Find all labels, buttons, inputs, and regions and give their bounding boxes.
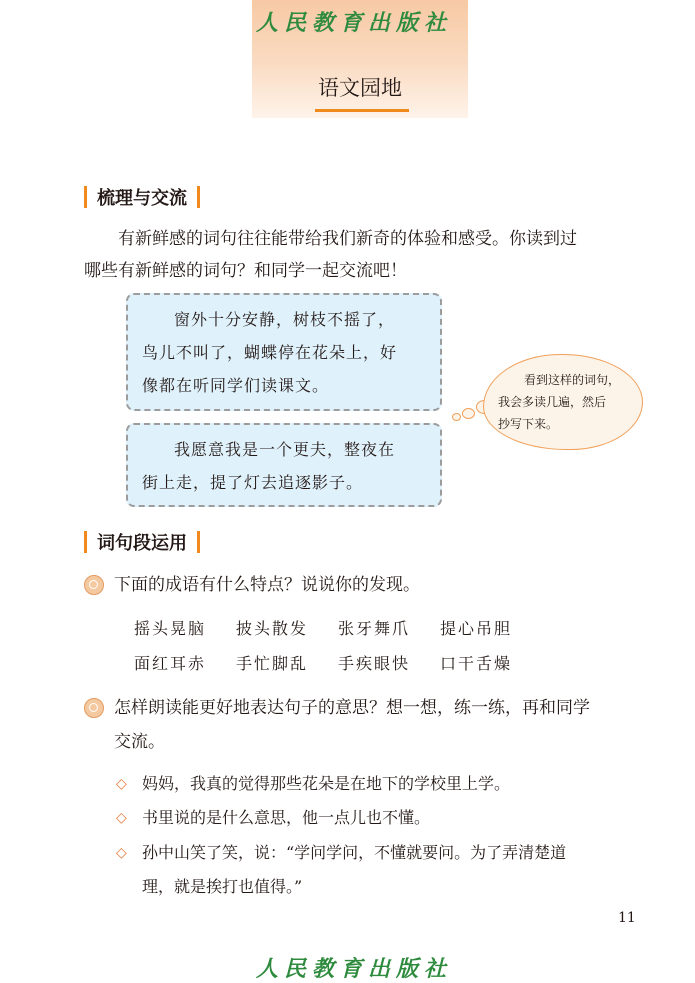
idiom: 手疾眼快: [338, 654, 411, 673]
page-title: 语文园地: [318, 76, 402, 100]
section-heading-text: 词句段运用: [97, 533, 187, 554]
quote-line: 街上走，提了灯去追逐影子。: [142, 473, 364, 492]
diamond-bullet-icon: ◇: [116, 776, 127, 792]
quote-box-1: [126, 293, 442, 411]
heading-bar-left: [84, 531, 87, 553]
question-2-line1: 怎样朗读能更好地表达句子的意思？想一想，练一练，再和同学: [114, 698, 590, 718]
idiom: 提心吊胆: [440, 619, 513, 638]
publisher-logo-top: 人民教育出版社: [256, 10, 453, 36]
quote-line: 窗外十分安静，树枝不摇了，: [174, 310, 396, 329]
title-underline: [315, 109, 409, 112]
diamond-bullet-icon: ◇: [116, 810, 127, 826]
question-marker-icon: [84, 575, 104, 595]
section-heading-text: 梳理与交流: [97, 188, 187, 209]
question-1: 下面的成语有什么特点？说说你的发现。: [114, 575, 420, 595]
quote-line: 像都在听同学们读课文。: [142, 376, 330, 395]
intro-paragraph-line1: 有新鲜感的词句往往能带给我们新奇的体验和感受。你读到过: [118, 229, 577, 249]
heading-bar-right: [197, 531, 200, 553]
idiom: 摇头晃脑: [134, 619, 207, 638]
idiom: 口干舌燥: [440, 654, 513, 673]
heading-bar-left: [84, 186, 87, 208]
question-2-line2: 交流。: [114, 732, 165, 752]
section-heading-usage: [84, 528, 200, 556]
idiom: 手忙脚乱: [236, 654, 309, 673]
quote-line: 鸟儿不叫了，蝴蝶停在花朵上，好: [142, 343, 398, 362]
thought-line: 看到这样的词句，: [524, 373, 621, 387]
thought-bubble-dot-medium: [462, 408, 475, 419]
publisher-logo-bottom: 人民教育出版社: [256, 956, 453, 982]
heading-bar-right: [197, 186, 200, 208]
quote-line: 我愿意我是一个更夫，整夜在: [174, 440, 396, 459]
example-sentence-text: 理，就是挨打也值得。”: [142, 877, 303, 896]
page-number: 11: [618, 910, 636, 926]
thought-bubble: [483, 354, 643, 450]
idiom: 面红耳赤: [134, 654, 207, 673]
idiom: 张牙舞爪: [338, 619, 411, 638]
question-marker-icon: [84, 698, 104, 718]
idiom: 披头散发: [236, 619, 309, 638]
quote-box-2: [126, 423, 442, 507]
example-sentence-text: 妈妈，我真的觉得那些花朵是在地下的学校里上学。: [142, 774, 511, 793]
thought-line: 我会多读几遍，然后: [498, 395, 607, 409]
thought-line: 抄写下来。: [498, 417, 559, 431]
intro-paragraph-line2: 哪些有新鲜感的词句？和同学一起交流吧！: [84, 261, 407, 281]
thought-bubble-dot-small: [452, 413, 461, 421]
section-heading-review: [84, 183, 200, 211]
example-sentence-text: 书里说的是什么意思，他一点儿也不懂。: [142, 808, 431, 827]
example-sentence-text: 孙中山笑了笑，说：“学问学问，不懂就要问。为了弄清楚道: [142, 843, 567, 862]
diamond-bullet-icon: ◇: [116, 845, 127, 861]
